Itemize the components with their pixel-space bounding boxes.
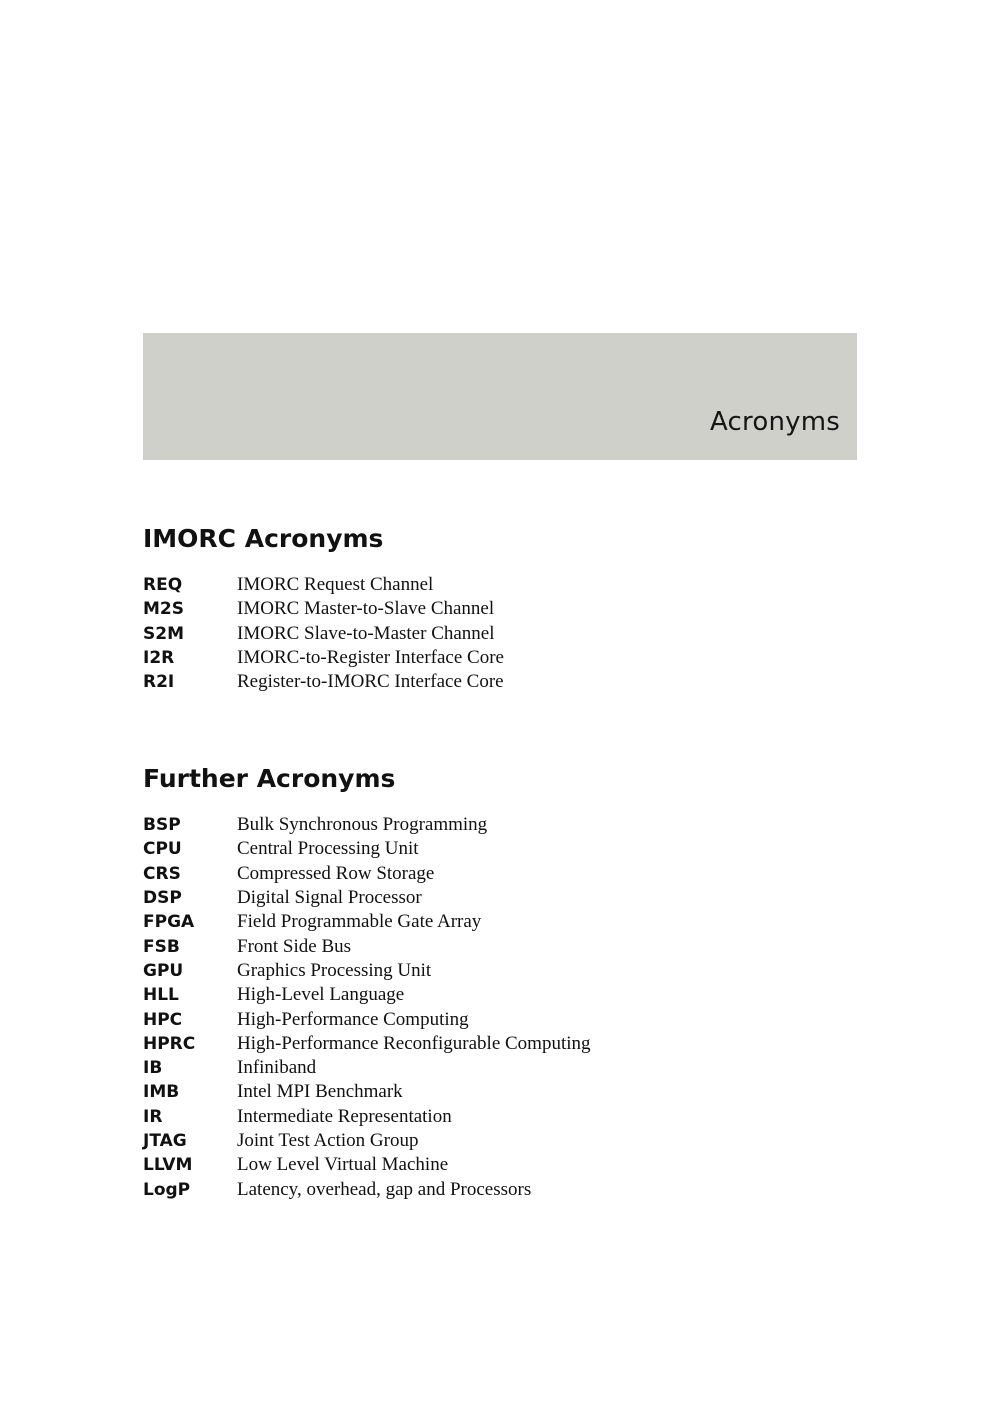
- acronym-row: [143, 1177, 857, 1201]
- acronym-definition: Compressed Row Storage: [237, 862, 435, 884]
- further-section-heading: Further Acronyms: [143, 764, 396, 793]
- acronym-row: [143, 1080, 857, 1104]
- further-acronym-list: [143, 813, 857, 1202]
- acronym-row: [143, 1056, 857, 1080]
- acronym-row: [143, 983, 857, 1007]
- acronym-definition: Graphics Processing Unit: [237, 959, 432, 981]
- acronym-row: [143, 959, 857, 983]
- acronym-term: BSP: [143, 815, 181, 836]
- acronym-term: JTAG: [143, 1131, 187, 1151]
- acronym-definition: Register-to-IMORC Interface Core: [237, 671, 504, 693]
- acronym-row: [143, 670, 857, 694]
- acronym-definition: High-Performance Computing: [237, 1008, 469, 1030]
- acronym-definition: Joint Test Action Group: [237, 1130, 419, 1151]
- acronym-row: [143, 1032, 857, 1056]
- acronym-definition: High-Performance Reconfigurable Computing: [237, 1032, 591, 1054]
- acronym-term: IB: [143, 1058, 163, 1079]
- acronym-definition: Digital Signal Processor: [237, 887, 422, 909]
- imorc-acronym-list: [143, 573, 857, 694]
- acronym-definition: IMORC Request Channel: [237, 574, 434, 596]
- acronym-row: [143, 1153, 857, 1177]
- acronym-term: LLVM: [143, 1155, 193, 1176]
- acronym-row: [143, 573, 857, 597]
- acronym-definition: IMORC Slave-to-Master Channel: [237, 622, 495, 644]
- acronym-definition: Infiniband: [237, 1057, 317, 1079]
- imorc-section-heading: IMORC Acronyms: [143, 524, 384, 553]
- acronym-term: LogP: [143, 1179, 191, 1200]
- acronym-definition: Central Processing Unit: [237, 838, 419, 860]
- acronym-term: GPU: [143, 960, 184, 981]
- acronym-row: [143, 1105, 857, 1129]
- acronym-term: REQ: [143, 575, 183, 596]
- acronym-term: IR: [143, 1106, 163, 1127]
- chapter-banner: [143, 333, 857, 460]
- acronym-definition: IMORC Master-to-Slave Channel: [237, 598, 495, 620]
- acronym-definition: High-Level Language: [237, 984, 405, 1006]
- acronym-term: FSB: [143, 936, 180, 957]
- acronym-definition: Intermediate Representation: [237, 1105, 452, 1127]
- acronym-row: [143, 886, 857, 910]
- acronym-definition: IMORC-to-Register Interface Core: [237, 647, 504, 669]
- acronym-row: [143, 862, 857, 886]
- acronym-definition: Intel MPI Benchmark: [237, 1081, 403, 1103]
- further-acronyms-section: [143, 764, 857, 1202]
- acronym-row: [143, 622, 857, 646]
- acronym-row: [143, 1129, 857, 1153]
- chapter-title: Acronyms: [710, 407, 840, 437]
- acronym-row: [143, 1007, 857, 1031]
- acronym-term: DSP: [143, 888, 182, 909]
- acronym-term: HPRC: [143, 1033, 196, 1054]
- acronym-row: [143, 934, 857, 958]
- acronym-row: [143, 597, 857, 621]
- acronym-term: HPC: [143, 1009, 183, 1030]
- acronym-definition: Bulk Synchronous Programming: [237, 814, 488, 836]
- acronym-row: [143, 646, 857, 670]
- acronym-definition: Latency, overhead, gap and Processors: [237, 1178, 532, 1200]
- acronym-term: CRS: [143, 863, 181, 884]
- acronym-term: I2R: [143, 648, 175, 669]
- acronym-term: HLL: [143, 985, 179, 1006]
- acronym-row: [143, 910, 857, 934]
- acronym-row: [143, 813, 857, 837]
- acronym-term: FPGA: [143, 912, 195, 933]
- acronym-definition: Low Level Virtual Machine: [237, 1154, 449, 1176]
- acronym-definition: Front Side Bus: [237, 935, 352, 957]
- imorc-acronyms-section: [143, 524, 857, 694]
- acronym-definition: Field Programmable Gate Array: [237, 911, 482, 933]
- acronym-term: IMB: [143, 1082, 180, 1103]
- acronym-term: S2M: [143, 623, 184, 644]
- acronym-row: [143, 837, 857, 861]
- acronym-term: CPU: [143, 839, 182, 860]
- acronym-term: M2S: [143, 599, 184, 620]
- acronym-term: R2I: [143, 672, 175, 693]
